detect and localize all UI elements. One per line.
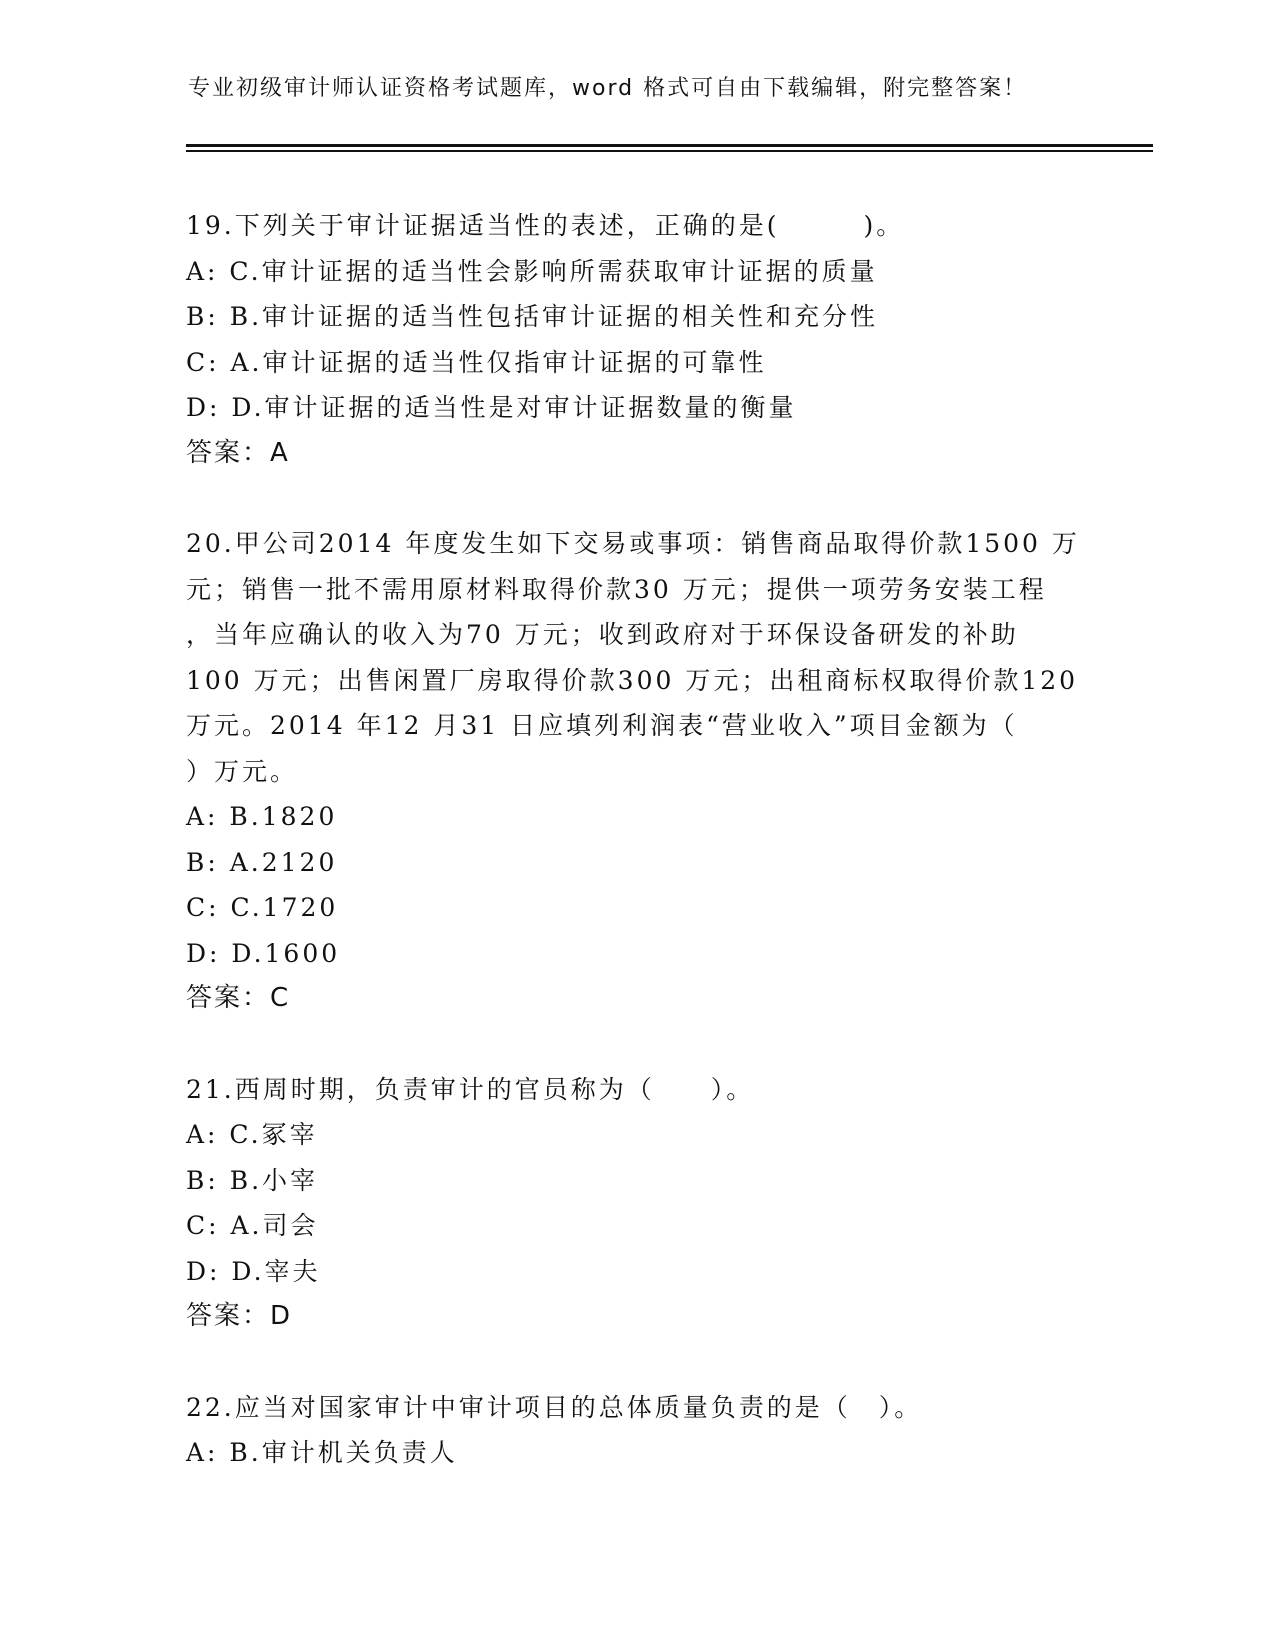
question-stem: 21.西周时期，负责审计的官员称为（ ）。 — [186, 1074, 755, 1104]
option-b: B: B.审计证据的适当性包括审计证据的相关性和充分性 — [186, 302, 879, 331]
option-b: B: A.2120 — [186, 847, 338, 877]
answer: 答案：D — [186, 1301, 293, 1331]
page-header: 专业初级审计师认证资格考试题库，word 格式可自由下载编辑，附完整答案！ — [188, 76, 1028, 101]
option-a: A: C.冢宰 — [186, 1120, 318, 1149]
option-a: A: B.审计机关负责人 — [186, 1438, 458, 1467]
question-20 — [186, 521, 1086, 1022]
header-divider-thin — [186, 150, 1153, 152]
question-22 — [186, 1385, 1086, 1476]
option-d: D: D.1600 — [186, 938, 341, 968]
option-d: D: D.宰夫 — [186, 1256, 321, 1286]
question-stem: 22.应当对国家审计中审计项目的总体质量负责的是（ ）。 — [186, 1392, 923, 1422]
question-stem: 万元。2014 年12 月31 日应填列利润表“营业收入”项目金额为（ — [186, 711, 1018, 740]
question-stem: 20.甲公司2014 年度发生如下交易或事项：销售商品取得价款1500 万 — [186, 529, 1080, 558]
option-d: D: D.审计证据的适当性是对审计证据数量的衡量 — [186, 393, 797, 422]
question-19 — [186, 203, 1086, 476]
question-21 — [186, 1067, 1086, 1340]
header-divider-thick — [186, 144, 1153, 147]
answer: 答案：A — [186, 437, 290, 468]
option-b: B: B.小宰 — [186, 1165, 319, 1195]
question-stem: 100 万元；出售闲置厂房取得价款300 万元；出租商标权取得价款120 — [186, 665, 1079, 695]
question-stem: ）万元。 — [186, 756, 299, 786]
answer: 答案：C — [186, 983, 291, 1013]
option-c: C: A.司会 — [186, 1211, 319, 1240]
option-c: C: C.1720 — [186, 893, 339, 922]
question-list — [186, 203, 1086, 1521]
question-stem: ，当年应确认的收入为70 万元；收到政府对于环保设备研发的补助 — [186, 620, 1019, 649]
option-c: C: A.审计证据的适当性仅指审计证据的可靠性 — [186, 347, 767, 377]
question-stem: 元；销售一批不需用原材料取得价款30 万元；提供一项劳务安装工程 — [186, 574, 1047, 604]
option-a: A: B.1820 — [186, 802, 338, 831]
option-a: A: C.审计证据的适当性会影响所需获取审计证据的质量 — [186, 256, 878, 286]
question-stem: 19.下列关于审计证据适当性的表述，正确的是( )。 — [186, 211, 905, 240]
